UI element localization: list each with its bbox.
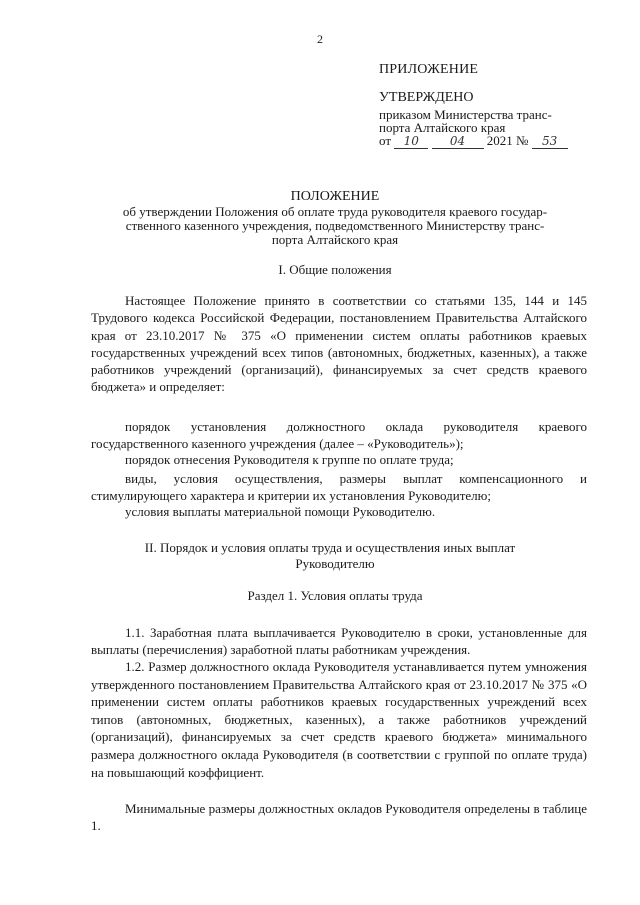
section2-title-line-1: II. Порядок и условия оплаты труда и осуществления иных выплат bbox=[144, 540, 516, 555]
document-heading: ПОЛОЖЕНИЕ bbox=[290, 189, 380, 204]
appendix-label: ПРИЛОЖЕНИЕ bbox=[379, 62, 479, 77]
paragraph-1-1: 1.1. Заработная плата выплачивается Руководителю в сроки, установленные для выплаты (перечисления) заработной платы работникам учреждения. bbox=[91, 625, 587, 657]
date-prefix: от bbox=[379, 133, 392, 148]
approved-label: УТВЕРЖДЕНО bbox=[379, 90, 474, 105]
page-number: 2 bbox=[317, 32, 323, 46]
number-sign: № bbox=[516, 133, 529, 148]
date-month: 04 bbox=[432, 134, 484, 149]
list-item: порядок установления должностного оклада руководителя краевого государственного казенного учреждения (далее – «Руководитель»); bbox=[91, 419, 587, 451]
list-item: условия выплаты материальной помощи Руководителю. bbox=[125, 504, 436, 519]
title-line-2: ственного казенного учреждения, подведомственного Министерству транс- bbox=[125, 218, 545, 233]
order-date-line bbox=[379, 134, 568, 149]
date-year: 2021 bbox=[486, 133, 513, 148]
section1-title: I. Общие положения bbox=[278, 262, 392, 277]
date-day: 10 bbox=[394, 134, 428, 149]
paragraph-min-salaries: Минимальные размеры должностных окладов Руководителя определены в таблице 1. bbox=[91, 801, 587, 833]
order-number: 53 bbox=[532, 134, 568, 149]
list-item: виды, условия осуществления, размеры выплат компенсационного и стимулирующего характера и критерии их установления Руководителю; bbox=[91, 471, 587, 503]
list-item: порядок отнесения Руководителя к группе по оплате труда; bbox=[125, 452, 454, 467]
order-line-1: приказом Министерства транс- bbox=[379, 107, 552, 122]
order-line-2: порта Алтайского края bbox=[379, 120, 506, 135]
title-line-3: порта Алтайского края bbox=[271, 232, 399, 247]
part1-title: Раздел 1. Условия оплаты труда bbox=[247, 588, 423, 603]
section1-intro: Настоящее Положение принято в соответствии со статьями 135, 144 и 145 Трудового кодекса Российской Федерации, постановлением Правительства Алтайского края от 23.10.2017 № 375 «О применении систем оплаты работников краевых государственных учреждений всех типов (автономных, бюджетных, казенных), а также работников учреждений (организаций), финансируемых за счет средств краевого бюджета» и определяет: bbox=[91, 293, 587, 395]
title-line-1: об утверждении Положения об оплате труда руководителя краевого государ- bbox=[122, 204, 548, 219]
paragraph-1-2: 1.2. Размер должностного оклада Руководителя устанавливается путем умножения утвержденного постановлением Правительства Алтайского края от 23.10.2017 № 375 «О применении систем оплаты работников краевых государственных учреждений всех типов (автономных, бюджетных, казенных), а также работников учреждений (организаций), финансируемых за счет средств краевого бюджета» минимального размера должностного оклада Руководителя (в соответствии с группой по оплате труда) на повышающий коэффициент. bbox=[91, 659, 587, 780]
section2-title-line-2: Руководителю bbox=[295, 556, 375, 571]
